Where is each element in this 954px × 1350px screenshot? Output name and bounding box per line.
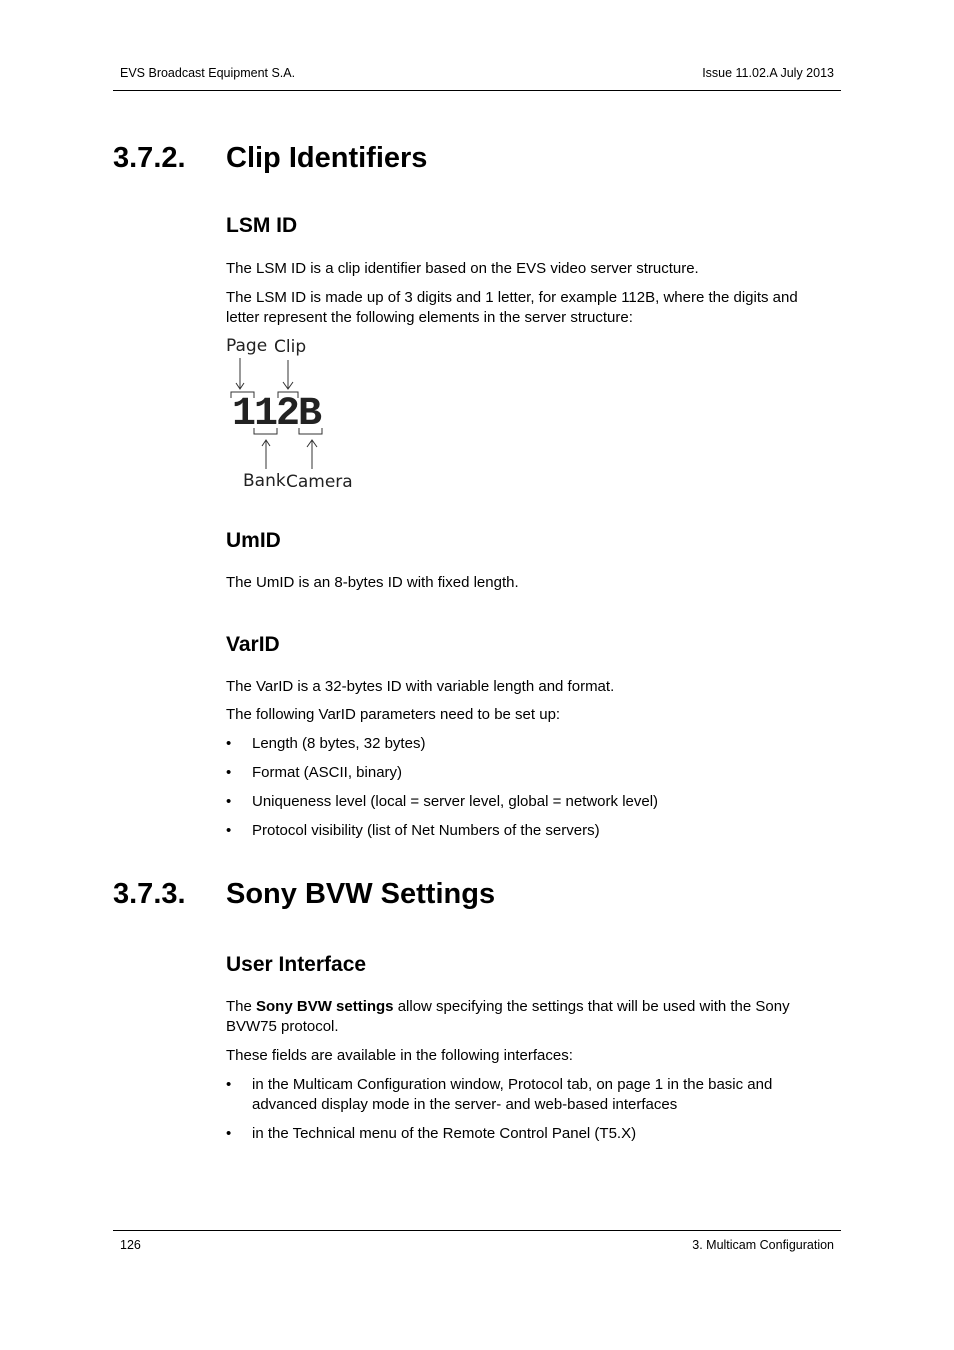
section-heading-clip-identifiers xyxy=(113,142,813,178)
varid-paragraph-2: The following VarID parameters need to be set up: xyxy=(226,706,561,723)
section-heading-sony-bvw xyxy=(113,878,813,914)
footer-chapter: 3. Multicam Configuration xyxy=(692,1238,834,1252)
list-item-text: Uniqueness level (local = server level, global = network level) xyxy=(252,793,659,810)
section-title: Sony BVW Settings xyxy=(226,878,496,910)
bullet: • xyxy=(226,793,232,810)
section-number: 3.7.3. xyxy=(113,878,186,910)
bullet: • xyxy=(226,764,232,781)
header-left: EVS Broadcast Equipment S.A. xyxy=(120,66,296,80)
list-item-text: in the Technical menu of the Remote Control Panel (T5.X) xyxy=(252,1125,637,1142)
bullet: • xyxy=(226,822,232,839)
lsm-paragraph-2: The LSM ID is made up of 3 digits and 1 letter, for example 112B, where the digits and letter represent the following elements in the server structure: xyxy=(226,289,798,326)
umid-paragraph: The UmID is an 8-bytes ID with fixed length. xyxy=(226,574,519,591)
label-clip: Clip xyxy=(274,337,307,357)
list-item-text: Protocol visibility (list of Net Numbers of the servers) xyxy=(252,822,600,839)
subheading-lsm-id: LSM ID xyxy=(226,214,298,237)
subheading-varid: VarID xyxy=(226,633,280,656)
lsm-paragraph-1: The LSM ID is a clip identifier based on the EVS video server structure. xyxy=(226,260,699,277)
list-item-text: in the Multicam Configuration window, Protocol tab, on page 1 in the basic and advanced display mode in the server- and web-based interfaces xyxy=(252,1076,773,1113)
header-right: Issue 11.02.A July 2013 xyxy=(702,66,834,80)
bullet: • xyxy=(226,1076,232,1093)
list-item-text: Format (ASCII, binary) xyxy=(252,764,403,781)
section-number: 3.7.2. xyxy=(113,142,186,174)
ui-p1-prefix: The xyxy=(226,998,257,1015)
label-camera: Camera xyxy=(286,472,353,492)
subheading-umid: UmID xyxy=(226,529,281,552)
ui-paragraph-2: These fields are available in the following interfaces: xyxy=(226,1047,573,1064)
page-number: 126 xyxy=(120,1238,141,1252)
ui-paragraph-1 xyxy=(226,997,826,1037)
section-title: Clip Identifiers xyxy=(226,142,428,174)
id-value: 112B xyxy=(232,392,321,437)
label-bank: Bank xyxy=(243,471,286,491)
ui-p1-suffix: allow specifying the settings that will be used with the Sony BVW75 protocol. xyxy=(226,998,790,1035)
bullet: • xyxy=(226,735,232,752)
label-page: Page xyxy=(226,336,268,356)
lsm-id-diagram xyxy=(226,334,356,496)
varid-paragraph-1: The VarID is a 32-bytes ID with variable length and format. xyxy=(226,678,615,695)
bullet: • xyxy=(226,1125,232,1142)
ui-p1-bold: Sony BVW settings xyxy=(256,998,394,1015)
list-item-text: Length (8 bytes, 32 bytes) xyxy=(252,735,426,752)
subheading-user-interface: User Interface xyxy=(226,953,367,976)
footer-rule xyxy=(113,1230,841,1231)
header-rule xyxy=(113,90,841,91)
